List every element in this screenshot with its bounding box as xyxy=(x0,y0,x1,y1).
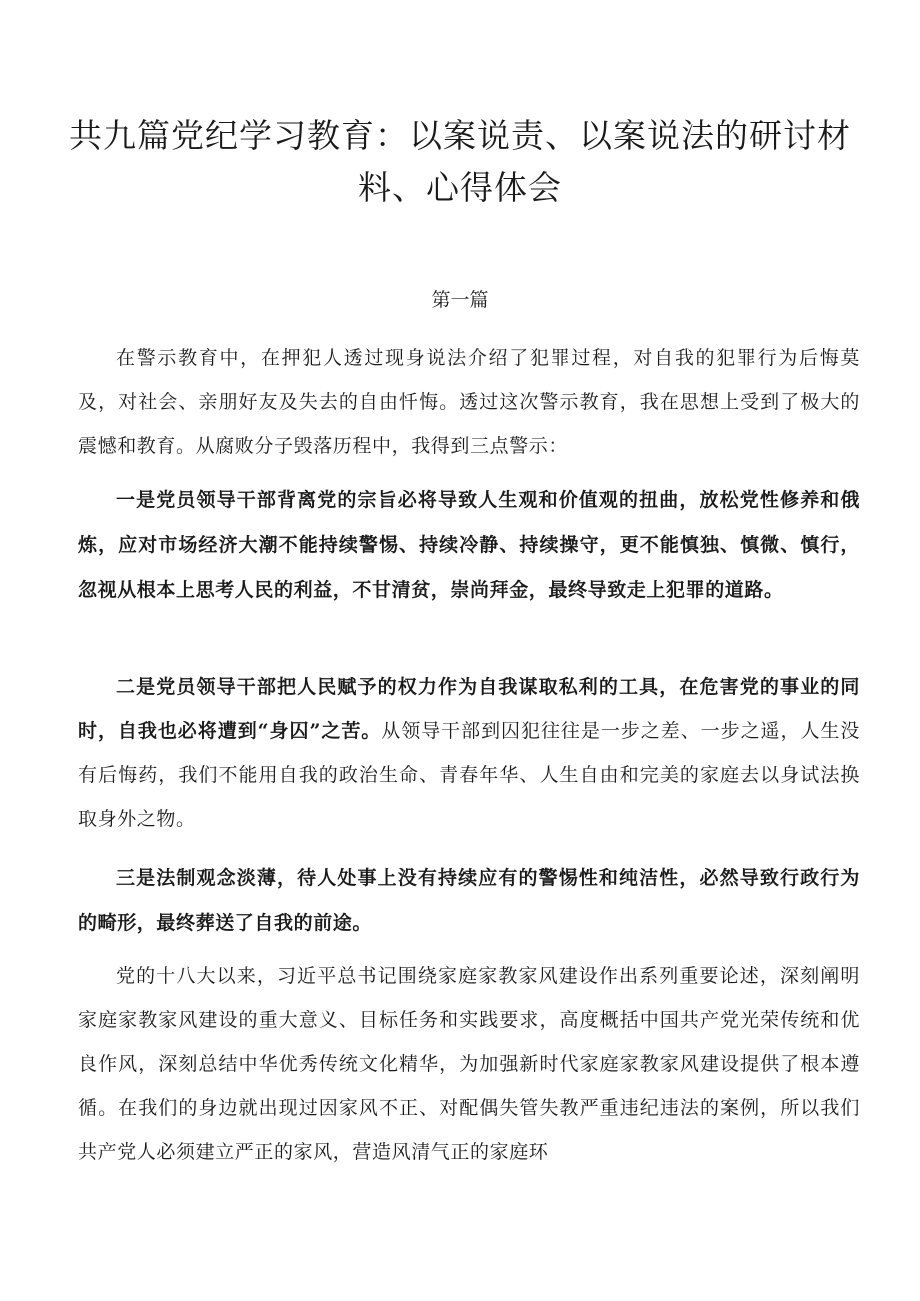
paragraph-intro: 在警示教育中，在押犯人透过现身说法介绍了犯罪过程，对自我的犯罪行为后悔莫及，对社会、亲朋好友及失去的自由忏悔。透过这次警示教育，我在思想上受到了极大的震憾和教育。从腐败分子毁落历程中，我得到三点警示： xyxy=(78,347,860,457)
paragraph-warning-one: 一是党员领导干部背离党的宗旨必将导致人生观和价值观的扭曲，放松党性修养和俄炼，应对市场经济大潮不能持续警惕、持续冷静、持续操守，更不能慎独、慎微、慎行，忽视从根本上思考人民的利益，不甘清贫，崇尚拜金，最终导致走上犯罪的道路。 xyxy=(78,489,860,601)
section-heading: 第一篇 xyxy=(431,289,489,311)
paragraph-warning-three: 三是法制观念淡薄，待人处事上没有持续应有的警惕性和纯洁性，必然导致行政行为的畸形，最终葬送了自我的前途。 xyxy=(78,867,860,934)
document-title: 共九篇党纪学习教育：以案说责、以案说法的研讨材料、心得体会 xyxy=(69,116,851,207)
paragraph-warning-two xyxy=(78,665,860,841)
paragraph-warning-two-bold: 二是党员领导干部把人民赋予的权力作为自我谋取私利的工具，在危害党的事业的同时，自我也必将遭到“身囚”之苦。 xyxy=(78,676,860,742)
paragraph-family-tradition: 党的十八大以来，习近平总书记围绕家庭家教家风建设作出系列重要论述，深刻阐明家庭家教家风建设的重大意义、目标任务和实践要求，高度概括中国共产党光荣传统和优良作风，深刻总结中华优秀传统文化精华，为加强新时代家庭家教家风建设提供了根本遵循。在我们的身边就出现过因家风不正、对配偶失管失教严重违纪违法的案例，所以我们共产党人必须建立严正的家风，营造风清气正的家庭环 xyxy=(78,965,860,1163)
paragraph-warning-two-rest: 从领导干部到囚犯往往是一步之差、一步之遥，人生没有后悔药，我们不能用自我的政治生命、青春年华、人生自由和完美的家庭去以身试法换取身外之物。 xyxy=(78,720,860,830)
